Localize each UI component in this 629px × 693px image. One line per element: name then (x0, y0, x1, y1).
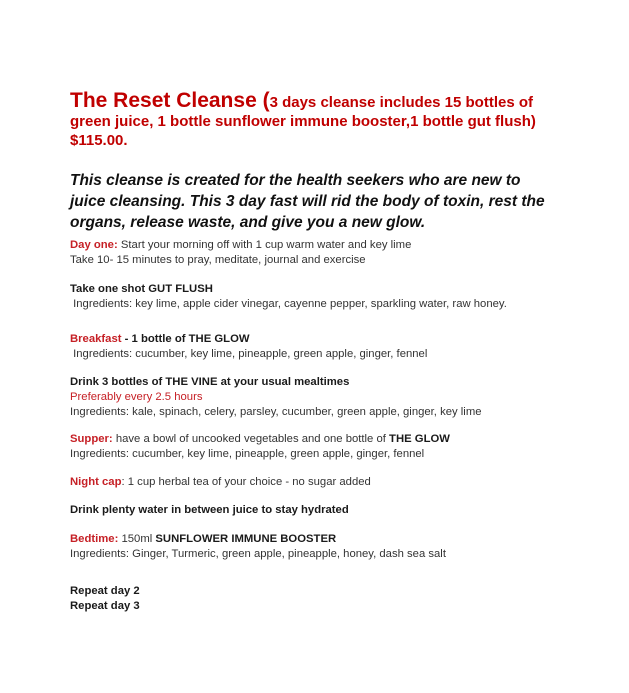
supper-ingredients: Ingredients: cucumber, key lime, pineapple, green apple, ginger, fennel (70, 448, 425, 460)
repeat-day-3: Repeat day 3 (70, 600, 140, 612)
breakfast-text: - 1 bottle of THE GLOW (121, 333, 250, 345)
title-price: $115.00. (70, 132, 128, 149)
breakfast-ingredients: Ingredients: cucumber, key lime, pineapple, green apple, ginger, fennel (70, 348, 428, 360)
bedtime-text: 150ml (118, 533, 156, 545)
bedtime-label: Bedtime: (70, 533, 119, 545)
night-cap-section (70, 475, 570, 490)
supper-section (70, 432, 570, 462)
gut-flush-section (70, 282, 570, 312)
hydrate-text: Drink plenty water in between juice to stay hydrated (70, 504, 349, 516)
day-one-section (70, 238, 570, 268)
supper-label: Supper: (70, 433, 113, 445)
page-title (70, 91, 550, 150)
vine-note: Preferably every 2.5 hours (70, 391, 203, 403)
vine-section (70, 375, 570, 420)
day-one-text: Start your morning off with 1 cup warm water and key lime (117, 239, 412, 251)
gut-flush-heading: Take one shot GUT FLUSH (70, 283, 213, 295)
night-cap-text: : 1 cup herbal tea of your choice - no sugar added (121, 476, 371, 488)
bedtime-ingredients: Ingredients: Ginger, Turmeric, green apple, pineapple, honey, dash sea salt (70, 548, 446, 560)
breakfast-section (70, 332, 570, 362)
day-one-label: Day one: (70, 239, 118, 251)
title-sub-line2: green juice, 1 bottle sunflower immune booster,1 bottle gut flush) (70, 113, 536, 130)
night-cap-label: Night cap (70, 476, 122, 488)
hydrate-section (70, 503, 570, 518)
title-main: The Reset Cleanse ( (70, 89, 270, 112)
repeat-day-2: Repeat day 2 (70, 585, 140, 597)
supper-text: have a bowl of uncooked vegetables and one bottle of (112, 433, 390, 445)
bedtime-bold: SUNFLOWER IMMUNE BOOSTER (155, 533, 337, 545)
title-sub-line1: 3 days cleanse includes 15 bottles of (269, 94, 534, 111)
intro-paragraph: This cleanse is created for the health seekers who are new to juice cleansing. This 3 day fast will rid the body of toxin, rest the organs, release waste, and give you a new glow. (70, 172, 545, 231)
breakfast-label: Breakfast (70, 333, 122, 345)
day-one-line2: Take 10- 15 minutes to pray, meditate, journal and exercise (70, 254, 366, 266)
vine-ingredients: Ingredients: kale, spinach, celery, parsley, cucumber, green apple, ginger, key lime (70, 406, 482, 418)
bedtime-section (70, 532, 570, 562)
gut-flush-ingredients: Ingredients: key lime, apple cider vinegar, cayenne pepper, sparkling water, raw honey. (70, 298, 507, 310)
vine-heading: Drink 3 bottles of THE VINE at your usual mealtimes (70, 376, 350, 388)
repeat-section (70, 584, 570, 614)
supper-bold: THE GLOW (389, 433, 450, 445)
